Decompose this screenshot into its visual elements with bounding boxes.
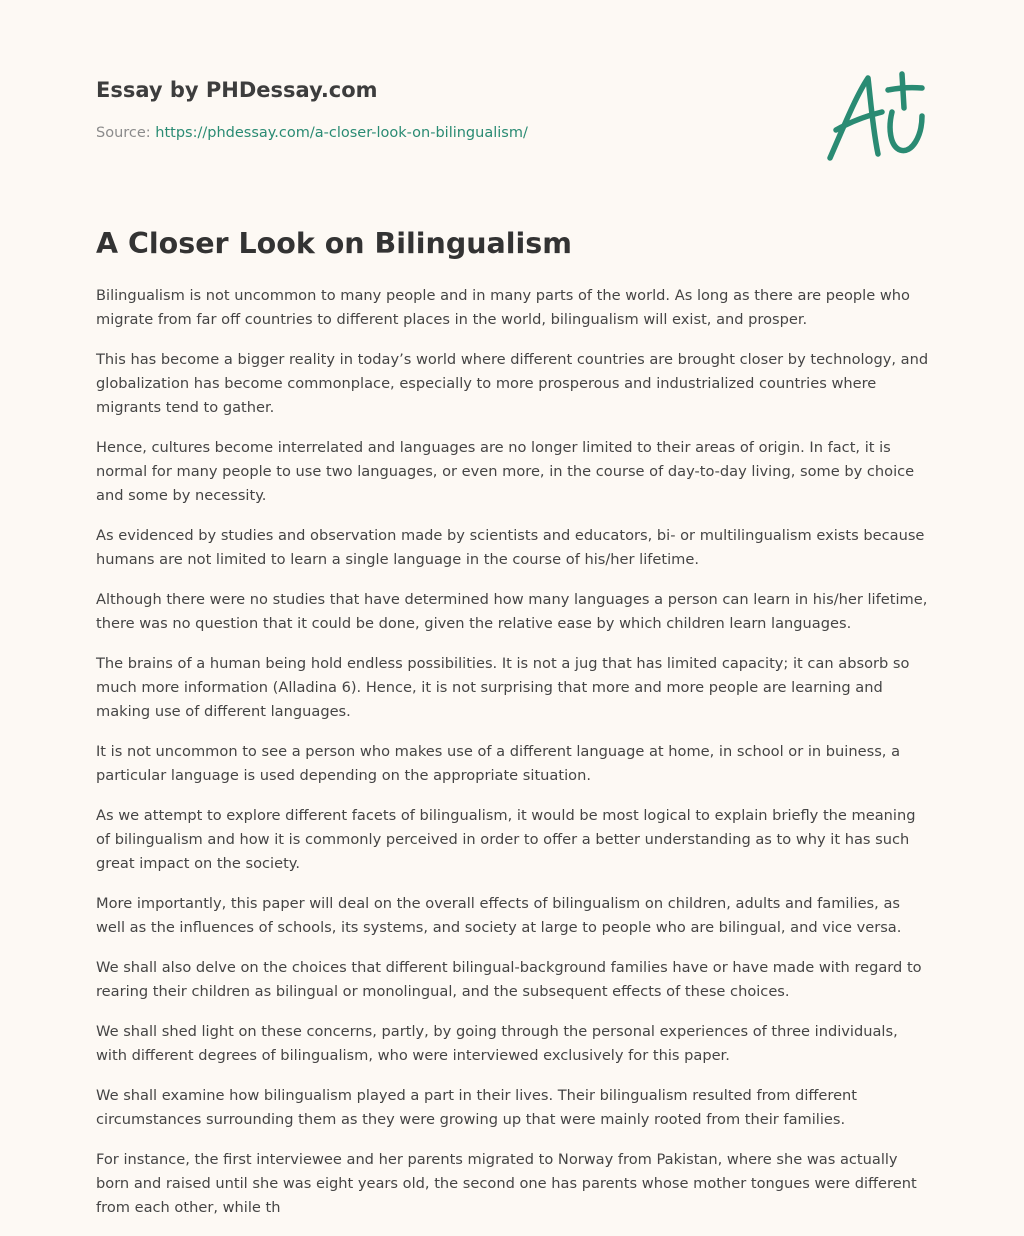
article-paragraph: Hence, cultures become interrelated and languages are no longer limited to their areas of origin. In fact, it is normal for many people to use two languages, or even more, in the course of day-to-day living, some by choice and some by necessity. (96, 439, 915, 504)
article-paragraph: As evidenced by studies and observation made by scientists and educators, bi- or multilingualism exists because humans are not limited to learn a single language in the course of his/her lifetime. (96, 527, 925, 568)
article-paragraph: Bilingualism is not uncommon to many people and in many parts of the world. As long as there are people who migrate from far off countries to different places in the world, bilingualism will exist, and prosper. (96, 287, 910, 328)
page-header (96, 74, 816, 143)
article-paragraph: The brains of a human being hold endless possibilities. It is not a jug that has limited capacity; it can absorb so much more information (Alladina 6). Hence, it is not surprising that more and more people are learning and making use of different languages. (96, 655, 910, 720)
article-title: A Closer Look on Bilingualism (96, 227, 572, 260)
article-paragraph: Although there were no studies that have determined how many languages a person can learn in his/her lifetime, there was no question that it could be done, given the relative ease by which children learn languages. (96, 591, 928, 632)
article-paragraph: We shall shed light on these concerns, partly, by going through the personal experiences of three individuals, with different degrees of bilingualism, who were interviewed exclusively for this paper. (96, 1023, 898, 1064)
source-label: Source: (96, 125, 151, 141)
article-paragraph: We shall also delve on the choices that different bilingual-background families have or have made with regard to rearing their children as bilingual or monolingual, and the subsequent effects of these choices. (96, 959, 922, 1000)
article-paragraph: More importantly, this paper will deal on the overall effects of bilingualism on children, adults and families, as well as the influences of schools, its systems, and society at large to people who are bilingual, and vice versa. (96, 895, 902, 936)
article-paragraph: As we attempt to explore different facets of bilingualism, it would be most logical to explain briefly the meaning of bilingualism and how it is commonly perceived in order to offer a better understanding as to why it has such great impact on the society. (96, 807, 916, 872)
article-paragraph: This has become a bigger reality in today’s world where different countries are brought closer by technology, and globalization has become commonplace, especially to more prosperous and industrialized countries where migrants tend to gather. (96, 351, 929, 416)
a-plus-logo-icon (818, 66, 928, 166)
article-paragraph: For instance, the first interviewee and her parents migrated to Norway from Pakistan, where she was actually born and raised until she was eight years old, the second one has parents whose mother tongues were different from each other, while th (96, 1151, 917, 1216)
site-brand: Essay by PHDessay.com (96, 78, 378, 102)
source-line (96, 123, 816, 143)
article-paragraph: We shall examine how bilingualism played a part in their lives. Their bilingualism resulted from different circumstances surrounding them as they were growing up that were mainly rooted from their families. (96, 1087, 858, 1128)
article-paragraph: It is not uncommon to see a person who makes use of a different language at home, in school or in buiness, a particular language is used depending on the appropriate situation. (96, 743, 901, 784)
source-link[interactable]: https://phdessay.com/a-closer-look-on-bilingualism/ (155, 125, 528, 141)
article-body (96, 284, 932, 1236)
